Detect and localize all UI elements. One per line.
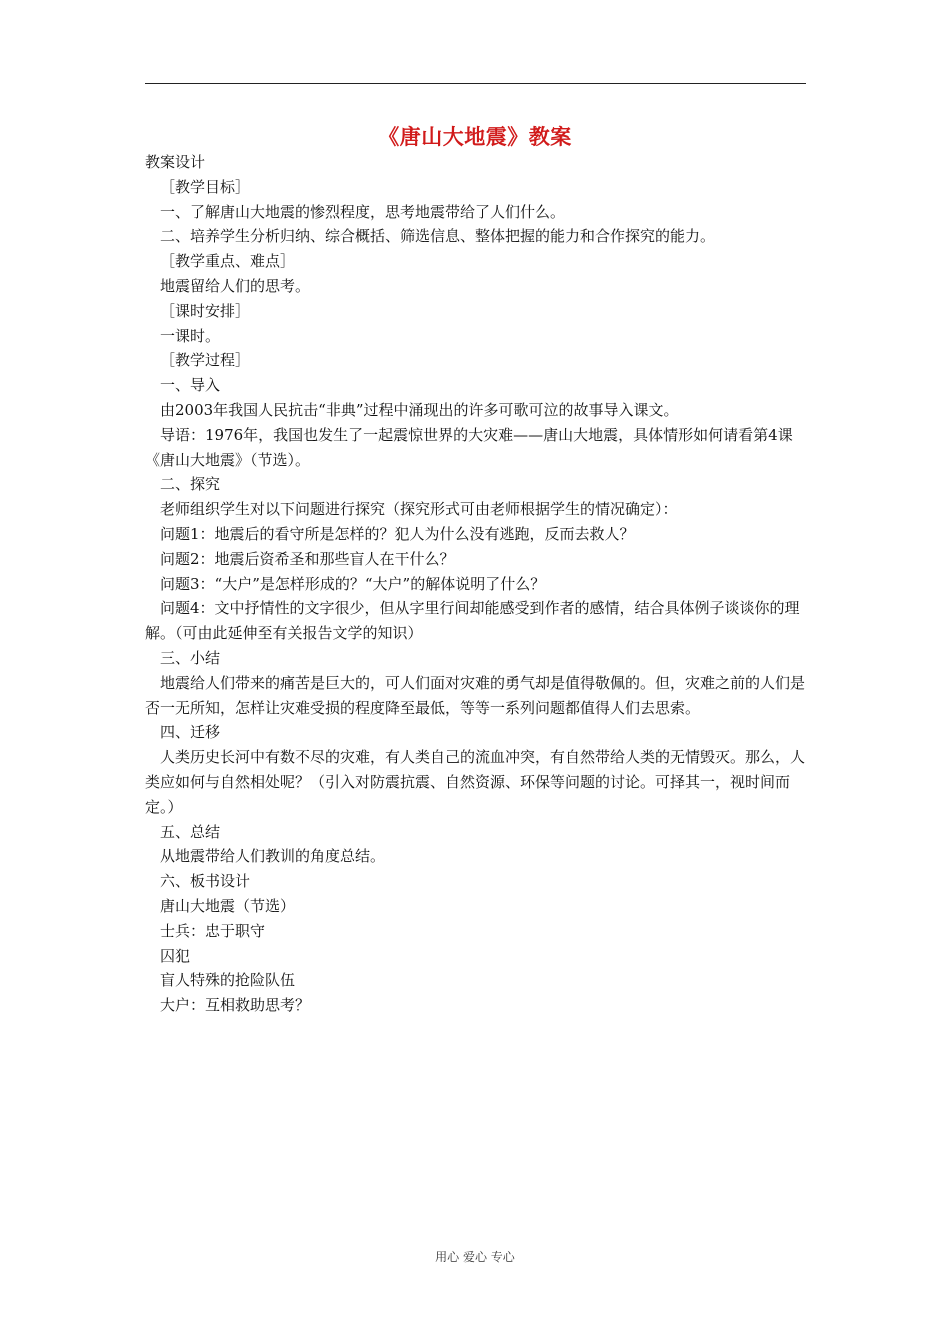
board-line: 唐山大地震（节选） [160, 896, 296, 915]
paragraph: 一、了解唐山大地震的惨烈程度，思考地震带给了人们什么。 [160, 202, 566, 221]
bracket-heading: ［课时安排］ [160, 301, 251, 320]
subsection-heading: 五、总结 [160, 822, 221, 841]
bracket-heading: ［教学目标］ [160, 177, 251, 196]
paragraph: 导语：1976年，我国也发生了一起震惊世界的大灾难——唐山大地震，具体情形如何请看第4课《唐山大地震》（节选）。 [145, 425, 793, 469]
section-heading: 教案设计 [145, 153, 206, 171]
subsection-heading: 一、导入 [160, 376, 221, 395]
paragraph: 地震给人们带来的痛苦是巨大的，可人们面对灾难的勇气却是值得敬佩的。但，灾难之前的人们是否一无所知，怎样让灾难受损的程度降至最低，等等一系列问题都值得人们去思索。 [145, 673, 806, 717]
document-body [145, 150, 808, 1018]
header-rule [145, 83, 806, 84]
page-footer: 用心 爱心 专心 [435, 1250, 515, 1264]
board-line: 囚犯 [160, 946, 191, 965]
paragraph: 从地震带给人们教训的角度总结。 [160, 847, 386, 866]
question-item: 问题4：文中抒情性的文字很少，但从字里行间却能感受到作者的感情，结合具体例子谈谈你的理解。（可由此延伸至有关报告文学的知识） [145, 599, 800, 643]
question-item: 问题3：“大户”是怎样形成的？“大户”的解体说明了什么？ [160, 574, 546, 593]
board-line: 盲人特殊的抢险队伍 [160, 971, 296, 990]
paragraph: 一课时。 [160, 326, 221, 345]
document-title: 《唐山大地震》教案 [378, 124, 572, 149]
paragraph: 二、培养学生分析归纳、综合概括、筛选信息、整体把握的能力和合作探究的能力。 [160, 227, 716, 246]
paragraph: 老师组织学生对以下问题进行探究（探究形式可由老师根据学生的情况确定）： [160, 500, 678, 519]
subsection-heading: 三、小结 [160, 648, 221, 667]
paragraph: 地震留给人们的思考。 [160, 276, 311, 295]
board-line: 大户：互相救助思考？ [160, 996, 311, 1015]
paragraph: 人类历史长河中有数不尽的灾难，有人类自己的流血冲突，有自然带给人类的无情毁灭。那么，人类应如何与自然相处呢？（引入对防震抗震、自然资源、环保等问题的讨论。可择其一，视时间而定。） [145, 748, 806, 816]
paragraph: 由2003年我国人民抗击“非典”过程中涌现出的许多可歌可泣的故事导入课文。 [160, 400, 679, 419]
subsection-heading: 二、探究 [160, 475, 221, 494]
board-line: 士兵：忠于职守 [160, 921, 266, 940]
question-item: 问题1：地震后的看守所是怎样的？犯人为什么没有逃跑，反而去救人？ [160, 524, 635, 543]
bracket-heading: ［教学过程］ [160, 351, 251, 370]
subsection-heading: 六、板书设计 [160, 872, 251, 891]
question-item: 问题2：地震后资希圣和那些盲人在干什么？ [160, 549, 455, 568]
subsection-heading: 四、迁移 [160, 723, 221, 742]
bracket-heading: ［教学重点、难点］ [160, 252, 296, 271]
